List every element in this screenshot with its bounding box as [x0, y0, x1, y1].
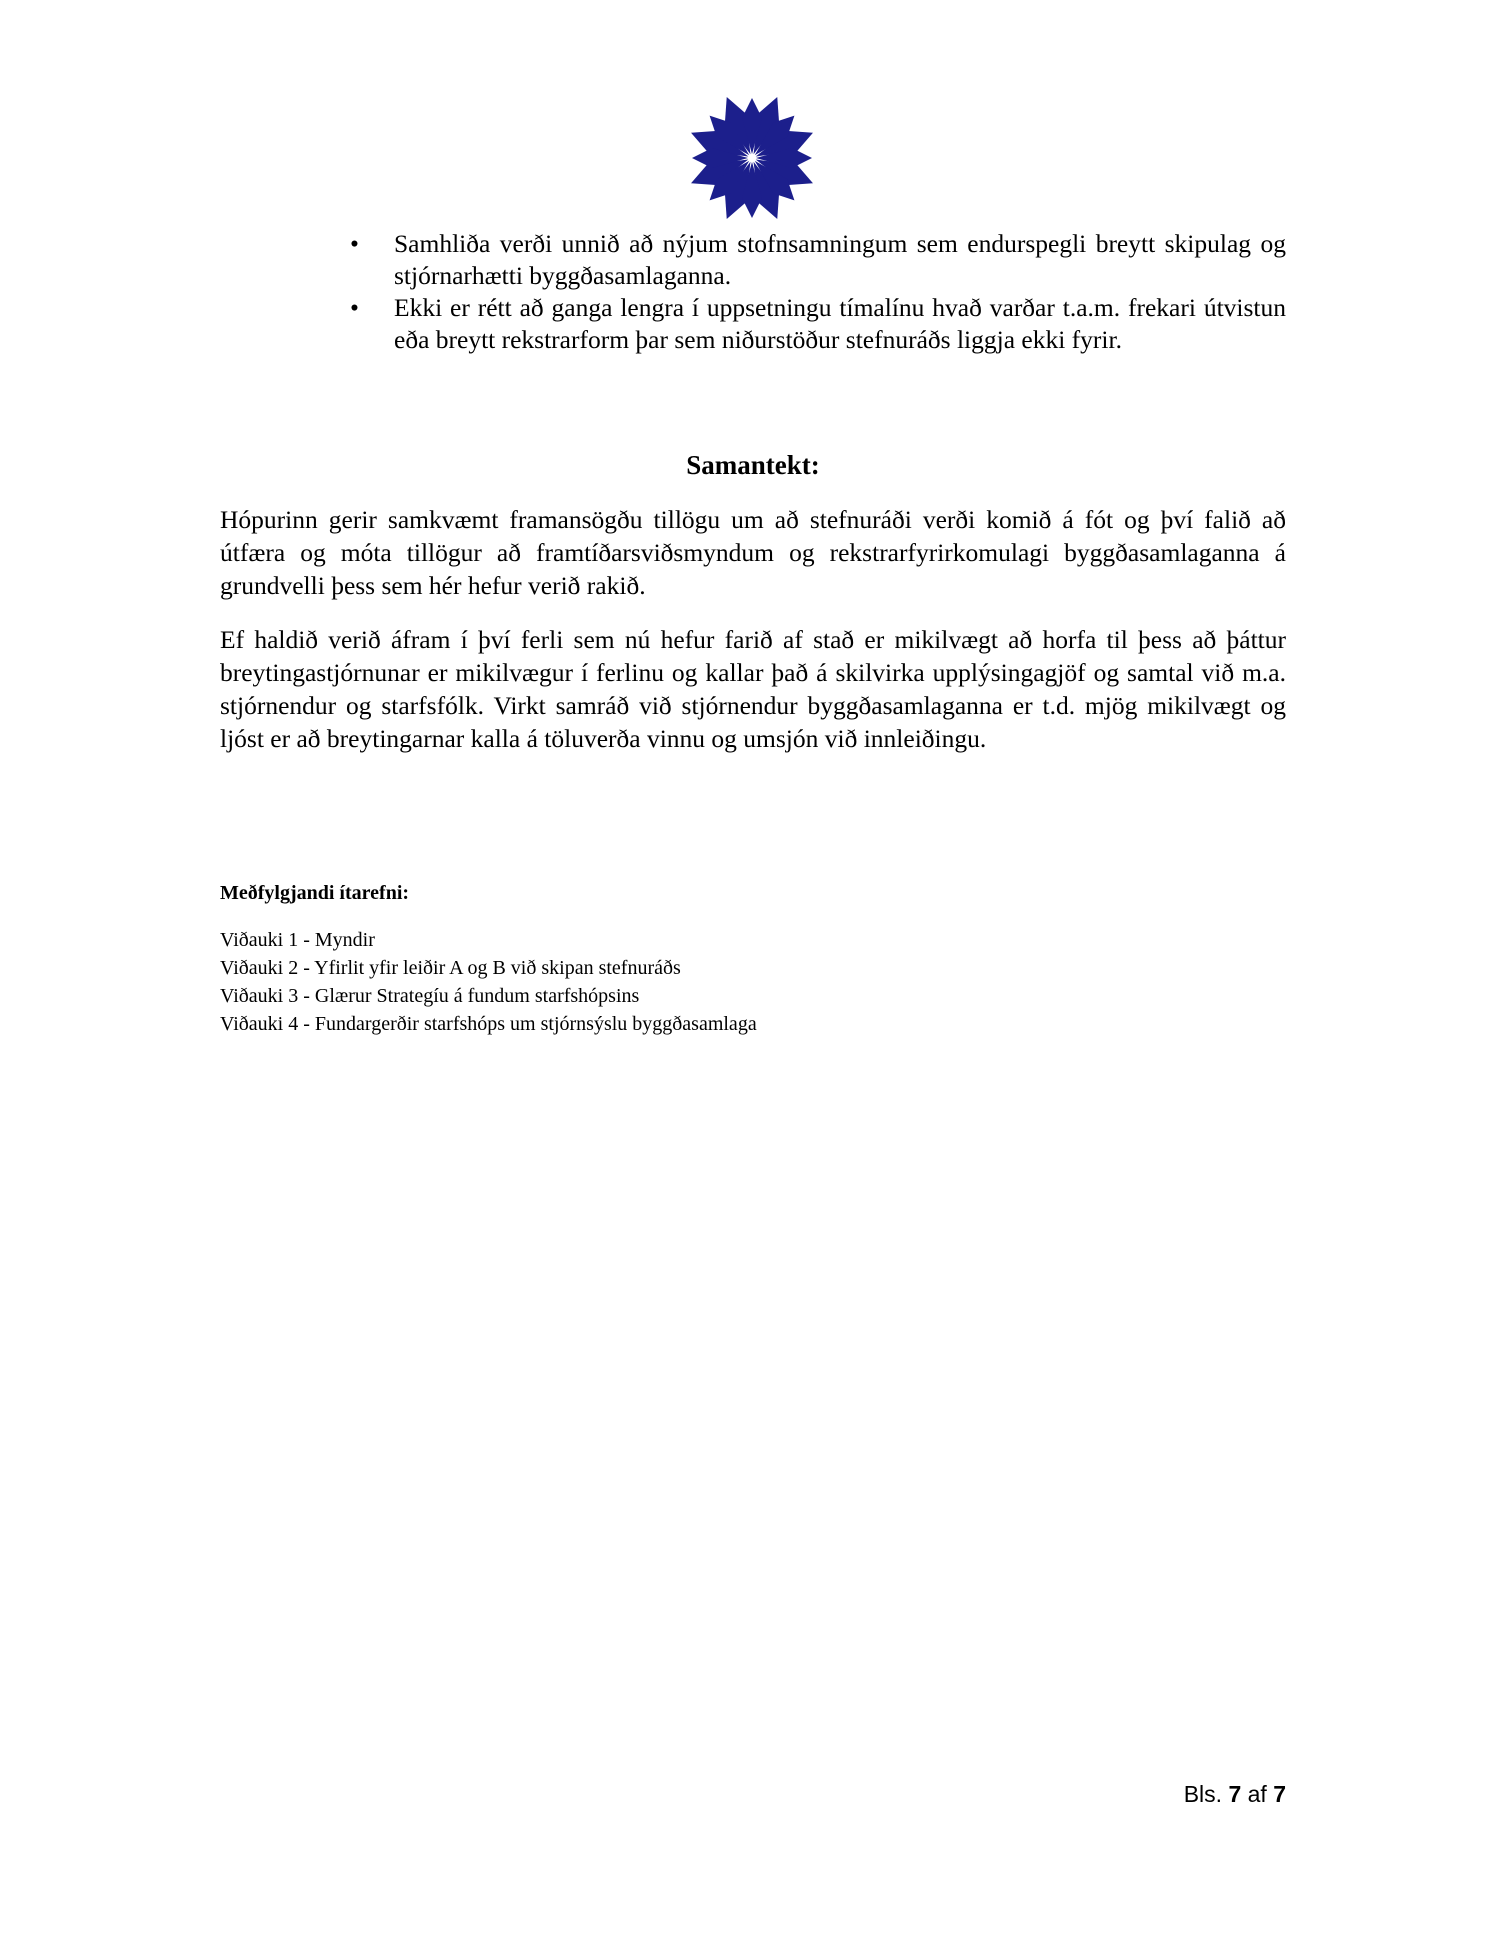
summary-paragraph: Hópurinn gerir samkvæmt framansögðu tillögu um að stefnuráði verði komið á fót og því falið að útfæra og móta tillögur að framtíðarsviðsmyndum og rekstrarfyrirkomulagi byggðasamlaganna á grundvelli þess sem hér hefur verið rakið. — [220, 505, 1286, 600]
bullet-item — [350, 228, 1286, 292]
summary-paragraph: Ef haldið verið áfram í því ferli sem nú hefur farið af stað er mikilvægt að horfa til þess að þáttur breytingastjórnunar er mikilvægur í ferlinu og kallar það á skilvirka upplýsingagjöf og samtal við m.a. stjórnendur og starfsfólk. Virkt samráð við stjórnendur byggðasamlaganna er t.d. mjög mikilvægt og ljóst er að breytingarnar kalla á töluverða vinnu og umsjón við innleiðingu. — [220, 625, 1286, 753]
attachments-heading: Meðfylgjandi ítarefni: — [220, 882, 410, 904]
attachment-item: Viðauki 1 - Myndir — [220, 929, 375, 951]
snowflake-star-logo-icon — [684, 90, 820, 226]
bullet-marker: • — [350, 229, 359, 258]
bullet-marker: • — [350, 293, 359, 322]
attachment-item: Viðauki 4 - Fundargerðir starfshóps um stjórnsýslu byggðasamlaga — [220, 1013, 757, 1035]
page-number-total: 7 — [1273, 1781, 1286, 1807]
attachment-item: Viðauki 2 - Yfirlit yfir leiðir A og B við skipan stefnuráðs — [220, 957, 681, 979]
bullet-text: Ekki er rétt að ganga lengra í uppsetningu tímalínu hvað varðar t.a.m. frekari útvistun eða breytt rekstrarform þar sem niðurstöður stefnuráðs liggja ekki fyrir. — [394, 293, 1286, 354]
bullet-item — [350, 292, 1286, 356]
page-number-prefix: Bls. — [1183, 1781, 1223, 1807]
attachment-item: Viðauki 3 - Glærur Strategíu á fundum starfshópsins — [220, 985, 640, 1007]
attachments-list — [220, 926, 757, 1038]
bullet-text: Samhliða verði unnið að nýjum stofnsamningum sem endurspegli breytt skipulag og stjórnarhætti byggðasamlaganna. — [394, 229, 1286, 290]
bullet-list — [350, 228, 1286, 356]
page-number-current: 7 — [1228, 1781, 1242, 1807]
page-number-separator: af — [1247, 1781, 1267, 1807]
summary-heading: Samantekt: — [686, 450, 820, 480]
page-number — [1180, 1780, 1286, 1808]
